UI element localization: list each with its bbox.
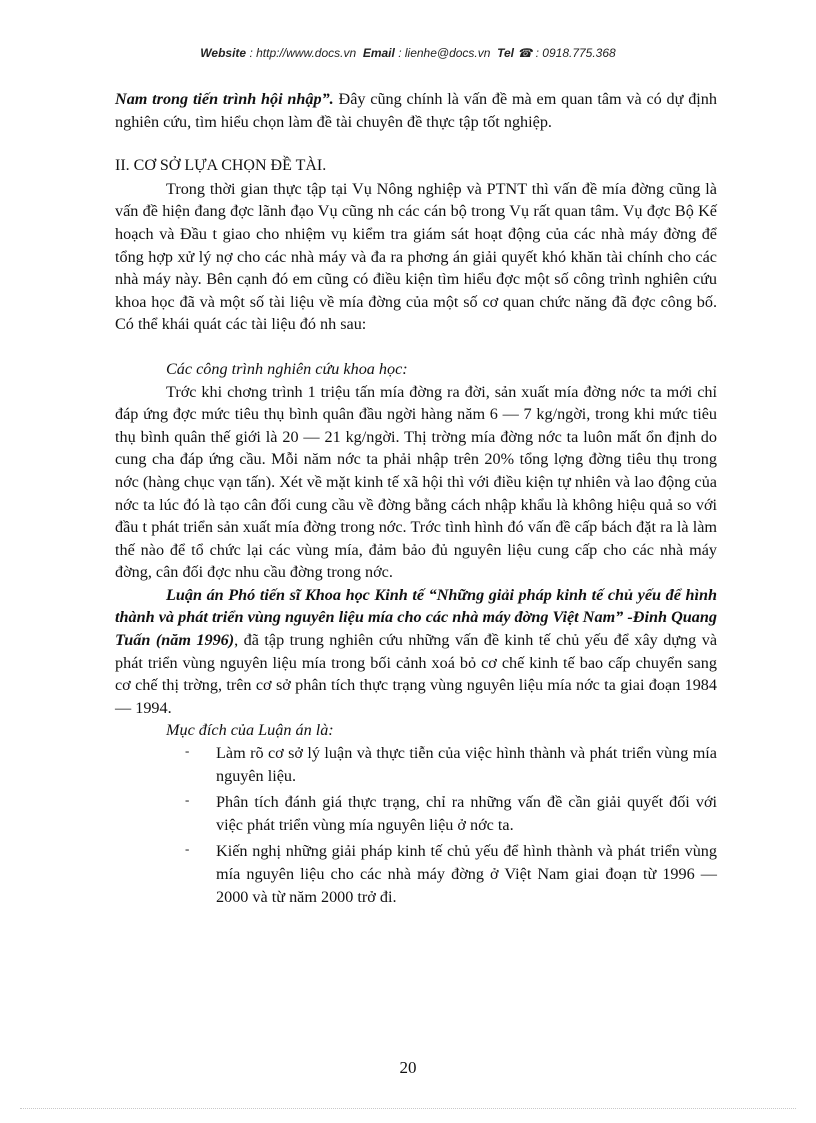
tel-label: Tel xyxy=(497,46,514,60)
tel-number: ☎ : 0918.775.368 xyxy=(517,46,616,60)
footer-divider xyxy=(20,1108,796,1109)
email-address[interactable]: : lienhe@docs.vn xyxy=(398,46,491,60)
email-label: Email xyxy=(362,46,395,60)
section-heading: II. CƠ SỞ LỰA CHỌN ĐỀ TÀI. xyxy=(115,157,327,175)
paragraph-3-rest: , đã tập trung nghiên cứu những vấn đề kinh tế chủ yếu để xây dựng và phát triển vùng nguyên liệu mía trong bối cảnh xoá bỏ cơ chế kinh tế bao cấp chuyển sang cơ chế thị trờng, trên cơ sở phân tích thực trạng vùng nguyên liệu mía nớc ta giai đoạn 1984 — 1994. xyxy=(115,631,717,717)
intro-paragraph xyxy=(115,88,717,133)
page-number: 20 xyxy=(399,1058,417,1077)
paragraph-1: Trong thời gian thực tập tại Vụ Nông nghiệp và PTNT thì vấn đề mía đờng cũng là vấn đề hiện đang đợc lãnh đạo Vụ cũng nh các cán bộ trong Vụ rất quan tâm. Vụ đợc Bộ Kế hoạch và Đầu t giao cho nhiệm vụ kiểm tra giám sát hoạt động của các nhà máy đờng để tổng hợp xử lý nợ cho các nhà máy và đa ra phơng án giải quyết khó khăn tài chính cho các nhà máy này. Bên cạnh đó em cũng có điều kiện tìm hiểu đợc một số công trình nghiên cứu khoa học đã và một số tài liệu về mía đờng của một số cơ quan chức năng đã đợc công bố. Có thể khái quát các tài liệu đó nh sau: xyxy=(115,179,717,334)
paragraph-3 xyxy=(115,584,717,720)
page-header xyxy=(0,46,816,60)
bullet-marker: - xyxy=(185,841,190,857)
website-label: Website xyxy=(200,46,247,60)
list-item xyxy=(185,742,717,787)
list-item-text: Làm rõ cơ sở lý luận và thực tiễn của việc hình thành và phát triển vùng mía nguyên liệu. xyxy=(216,744,717,785)
bullet-marker: - xyxy=(185,743,190,759)
bullet-marker: - xyxy=(185,792,190,808)
intro-title-tail: Nam trong tiến trình hội nhập”. xyxy=(115,90,334,108)
list-item xyxy=(185,791,717,836)
list-item-text: Kiến nghị những giải pháp kinh tế chủ yếu để hình thành và phát triển vùng mía nguyên liệu cho các nhà máy đờng ở Việt Nam giai đoạn từ 1996 — 2000 và từ năm 2000 trở đi. xyxy=(216,842,717,906)
document-body xyxy=(115,88,717,912)
list-item-text: Phân tích đánh giá thực trạng, chỉ ra những vấn đề cần giải quyết đối với việc phát triển vùng mía nguyên liệu ở nớc ta. xyxy=(216,793,717,834)
intro-text: Đây cũng chính là vấn đề mà em quan tâm và có dự định nghiên cứu, tìm hiểu chọn làm đề tài chuyên đề thực tập tốt nghiệp. xyxy=(115,90,717,131)
purpose-heading: Mục đích của Luận án là: xyxy=(166,721,334,740)
thesis-title: Luận án Phó tiến sĩ Khoa học Kinh tế “Những giải pháp kinh tế chủ yếu để hình thành và phát triển vùng nguyên liệu mía cho các nhà máy đờng Việt Nam” -Đinh Quang Tuấn (năm 1996) xyxy=(115,585,717,650)
list-item xyxy=(185,840,717,908)
paragraph-2: Trớc khi chơng trình 1 triệu tấn mía đờng ra đời, sản xuất mía đờng nớc ta mới chỉ đáp ứng đợc mức tiêu thụ bình quân đầu ngời hàng năm 6 — 7 kg/ngời, trong khi mức tiêu thụ bình quân thế giới là 20 — 21 kg/ngời. Thị trờng mía đờng nớc ta luôn mất ổn định do cung cha đáp ứng cầu. Mỗi năm nớc ta phải nhập trên 20% tổng lợng đờng tiêu thụ trong nớc (hàng chục vạn tấn). Xét về mặt kinh tế xã hội thì với điều kiện tự nhiên và lao động của nớc ta lúc đó là tạo cân đối cung cầu về đờng bằng cách nhập khẩu là không hiệu quả so với đầu t phát triển sản xuất mía đờng trong nớc. Trớc tình hình đó vấn đề cấp bách đặt ra là làm thế nào để tổ chức lại các vùng mía, đảm bảo đủ nguyên liệu cung cấp cho các nhà máy đờng, cân đối đợc nhu cầu đờng trong nớc. xyxy=(115,382,717,582)
website-url[interactable]: : http://www.docs.vn xyxy=(249,46,357,60)
purpose-list xyxy=(115,742,717,908)
subheading-research: Các công trình nghiên cứu khoa học: xyxy=(166,359,408,378)
